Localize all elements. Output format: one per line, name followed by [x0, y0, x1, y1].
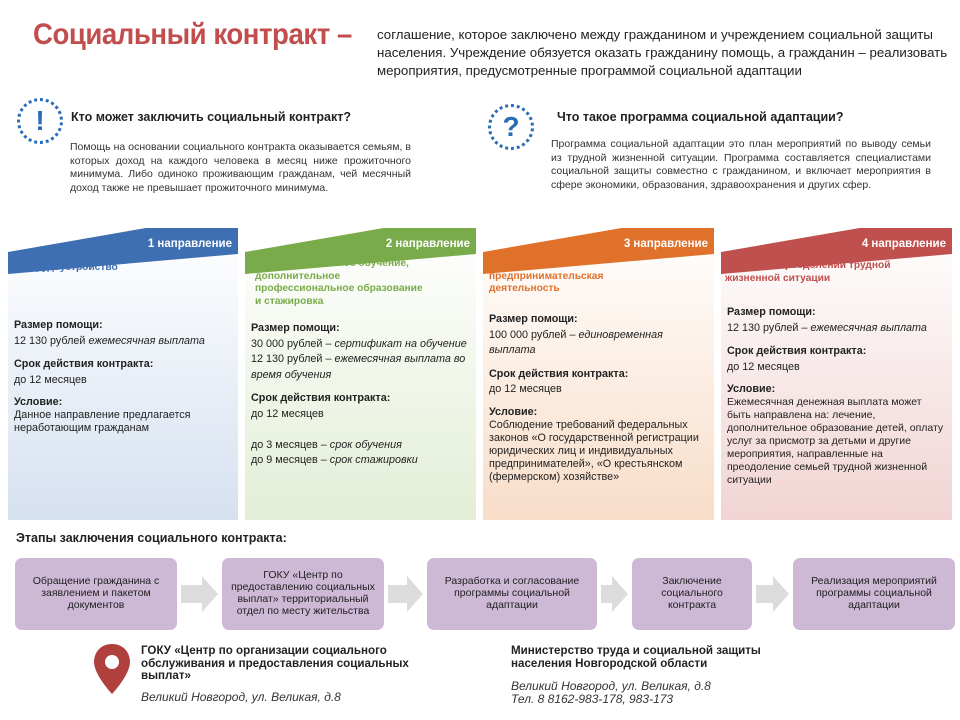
stage-4: Заключение социального контракта — [632, 558, 752, 630]
question-icon: ? — [488, 104, 534, 150]
direction-column-1 — [8, 228, 238, 520]
stages-title: Этапы заключения социального контракта: — [16, 531, 287, 545]
direction-name: Помощь в преодолении трудной жизненной ситуации — [725, 260, 891, 284]
exclamation-icon: ! — [17, 98, 63, 144]
direction-label: 2 направление — [385, 238, 470, 250]
what-text: Программа социальной адаптации это план мероприятий по выводу семьи из трудной жизненной ситуации. Программа составляется специалистами социальной защиты совместно с гражданином, и включает мероприятия в сфере экономики, образования, здравоохранения и других сфер. — [551, 138, 931, 191]
stage-5: Реализация мероприятий программы социальной адаптации — [793, 558, 955, 630]
direction-details: Размер помощи: 12 130 рублей – ежемесячная выплата Срок действия контракта: до 12 месяцев Условие: Ежемесячная денежная выплата может быть направлена на: лечение, дополнительное образование детей, оплату услуг за присмотр за детьми и другие мероприятия, направленные на преодоление семьей трудной жизненной ситуации — [727, 306, 944, 486]
direction-label: 4 направление — [861, 238, 946, 250]
what-title: Что такое программа социальной адаптации? — [557, 110, 844, 124]
stage-arrow-shaft — [756, 585, 773, 603]
phone-2: Тел. 8 8162-983-178, 983-173 — [511, 692, 674, 706]
title-description: соглашение, которое заключено между гражданином и учреждением социальной защиты населения. Учреждение обязуется оказать гражданину помощь, а гражданин – реализовать мероприятия, предусмотренные программой социальной адаптации — [377, 27, 948, 78]
address-1: Великий Новгород, ул. Великая, д.8 — [141, 690, 341, 704]
direction-details: Размер помощи: 12 130 рублей ежемесячная выплата Срок действия контракта: до 12 месяцев Условие: Данное направление предлагается неработающим гражданам — [14, 319, 205, 434]
org-2: Министерство труда и социальной защиты населения Новгородской области — [511, 644, 761, 670]
stage-arrow-icon — [773, 576, 789, 612]
page-title: Социальный контракт – — [33, 18, 352, 51]
stage-arrow-icon — [202, 576, 218, 612]
stage-1: Обращение гражданина с заявлением и пакетом документов — [15, 558, 177, 630]
location-pin-icon — [91, 642, 133, 696]
direction-name: Трудоустройство — [30, 262, 118, 273]
who-text: Помощь на основании социального контракта оказывается семьям, в которых доход на каждого человека в месяц ниже прожиточного минимума. Либо одиноко проживающим гражданам, чей месячный доход также не превышает прожиточного минимума. — [70, 141, 411, 194]
stage-2: ГОКУ «Центр по предоставлению социальных выплат» территориальный отдел по месту жительства — [222, 558, 384, 630]
stage-arrow-icon — [407, 576, 423, 612]
address-2: Великий Новгород, ул. Великая, д.8 — [511, 679, 711, 693]
direction-details: Размер помощи: 100 000 рублей – единовременная выплата Срок действия контракта: до 12 месяцев Условие: Соблюдение требований федеральных законов «О государственной регистрации юридических лиц и индивидуальных предпринимателей», «О крестьянском (фермерском) хозяйстве» — [489, 313, 699, 483]
direction-name: Индивидуальная предпринимательская деятельность — [489, 258, 604, 294]
direction-column-4 — [721, 228, 952, 520]
direction-details: Размер помощи: 30 000 рублей – сертификат на обучение 12 130 рублей – ежемесячная выплата во время обучения Срок действия контракта: до 12 месяцев до 3 месяцев – срок обучения до 9 месяцев – срок стажировки — [251, 322, 467, 466]
direction-header-band — [8, 228, 238, 288]
stage-arrow-shaft — [388, 585, 407, 603]
stage-arrow-shaft — [181, 585, 202, 603]
who-title: Кто может заключить социальный контракт? — [71, 110, 352, 124]
stage-arrow-shaft — [601, 585, 612, 603]
stage-arrow-icon — [612, 576, 628, 612]
direction-name: Профессиональное обучение, дополнительное профессиональное образование и стажировка — [255, 258, 423, 307]
org-1: ГОКУ «Центр по организации социального обслуживания и предоставления социальных выплат» — [141, 644, 409, 682]
direction-column-2 — [245, 228, 476, 520]
direction-label: 3 направление — [623, 238, 708, 250]
direction-column-3 — [483, 228, 714, 520]
direction-label: 1 направление — [147, 238, 232, 250]
stage-3: Разработка и согласование программы социальной адаптации — [427, 558, 597, 630]
